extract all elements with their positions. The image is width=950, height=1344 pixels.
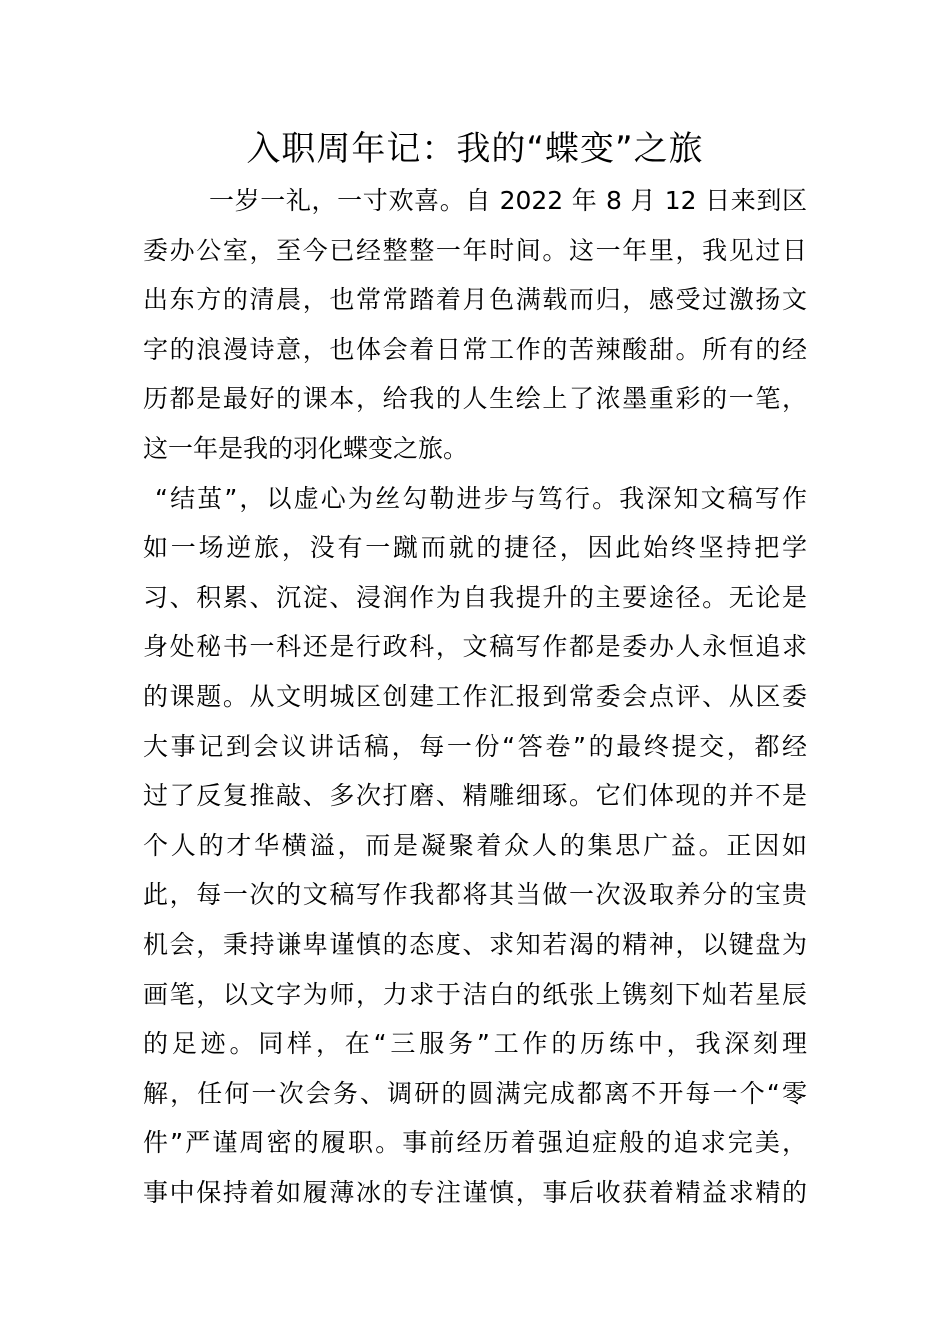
paragraph-line: 解，任何一次会务、调研的圆满完成都离不开每一个“零 [143, 1078, 807, 1108]
document-body [143, 176, 807, 1217]
paragraph-line: 习、积累、沉淀、浸润作为自我提升的主要途径。无论是 [143, 582, 807, 612]
paragraph-line: 历都是最好的课本，给我的人生绘上了浓墨重彩的一笔， [143, 384, 807, 414]
paragraph-line: 委办公室，至今已经整整一年时间。这一年里，我见过日 [143, 235, 807, 265]
paragraph-line: 机会，秉持谦卑谨慎的态度、求知若渴的精神，以键盘为 [143, 929, 807, 959]
paragraph-line: 件”严谨周密的履职。事前经历着强迫症般的追求完美， [143, 1128, 807, 1158]
document-title: 入职周年记：我的“蝶变”之旅 [246, 129, 704, 169]
paragraph-1 [143, 176, 807, 474]
paragraph-line: 个人的才华横溢，而是凝聚着众人的集思广益。正因如 [143, 830, 807, 860]
paragraph-line: 过了反复推敲、多次打磨、精雕细琢。它们体现的并不是 [143, 781, 807, 811]
paragraph-line: 这一年是我的羽化蝶变之旅。 [143, 433, 469, 463]
paragraph-line: 出东方的清晨，也常常踏着月色满载而归，感受过激扬文 [143, 285, 807, 315]
paragraph-line: 身处秘书一科还是行政科，文稿写作都是委办人永恒追求 [143, 632, 807, 662]
paragraph-line: 一岁一礼，一寸欢喜。自 2022 年 8 月 12 日来到区 [209, 186, 807, 215]
paragraph-line: 的足迹。同样，在“三服务”工作的历练中，我深刻理 [143, 1029, 807, 1059]
paragraph-line: 如一场逆旅，没有一蹴而就的捷径，因此始终坚持把学 [143, 533, 807, 563]
paragraph-line: 的课题。从文明城区创建工作汇报到常委会点评、从区委 [143, 681, 807, 711]
paragraph-2 [143, 474, 807, 1218]
paragraph-line: 画笔，以文字为师，力求于洁白的纸张上镌刻下灿若星辰 [143, 979, 807, 1009]
paragraph-line: 字的浪漫诗意，也体会着日常工作的苦辣酸甜。所有的经 [143, 334, 807, 364]
paragraph-line: 此，每一次的文稿写作我都将其当做一次汲取养分的宝贵 [143, 880, 807, 910]
paragraph-line: 事中保持着如履薄冰的专注谨慎，事后收获着精益求精的 [143, 1177, 807, 1207]
paragraph-line: “结茧”，以虚心为丝勾勒进步与笃行。我深知文稿写作 [155, 483, 807, 513]
paragraph-line: 大事记到会议讲话稿，每一份“答卷”的最终提交，都经 [143, 731, 807, 761]
